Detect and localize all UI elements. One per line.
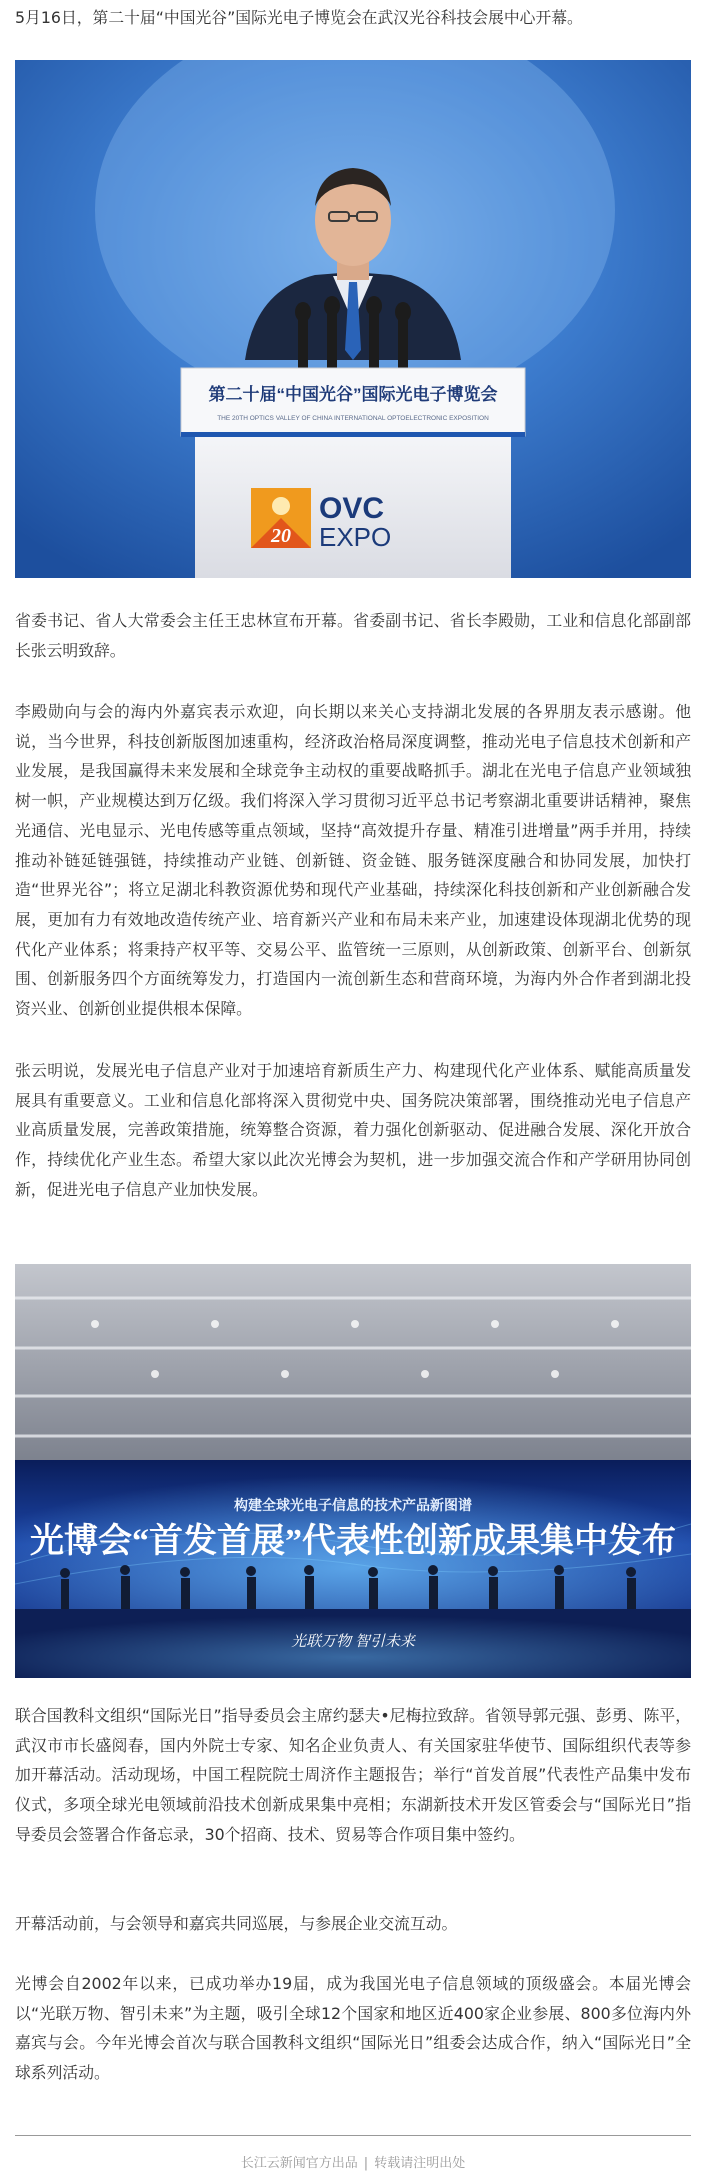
paragraph-tour: 开幕活动前，与会领导和嘉宾共同巡展，与参展企业交流互动。 — [15, 1914, 458, 1933]
ceremony-photo — [15, 1264, 691, 1678]
ovc-expo-logo — [251, 488, 391, 552]
banner-english-title: THE 20TH OPTICS VALLEY OF CHINA INTERNATIONAL OPTOELECTRONIC EXPOSITION — [217, 415, 489, 422]
screen-subtitle: 构建全球光电子信息的技术产品新图谱 — [234, 1499, 472, 1514]
footer-divider — [15, 2135, 691, 2136]
paragraph-zhang-yunming: 张云明说，发展光电子信息产业对于加速培育新质生产力、构建现代化产业体系、赋能高质量发展具有重要意义。工业和信息化部将深入贯彻党中央、国务院决策部署，围绕推动光电子信息产业高质量发展，完善政策措施，统筹整合资源，着力强化创新驱动、促进融合发展、深化开放合作，持续优化产业生态。希望大家以此次光博会为契机，进一步加强交流合作和产学研用协同创新，促进光电子信息产业加快发展。 — [15, 1061, 691, 1199]
intro-paragraph: 5月16日，第二十届“中国光谷”国际光电子博览会在武汉光谷科技会展中心开幕。 — [15, 8, 583, 27]
paragraph-li-dianxun: 李殿勋向与会的海内外嘉宾表示欢迎，向长期以来关心支持湖北发展的各界朋友表示感谢。他说，当今世界，科技创新版图加速重构，经济政治格局深度调整，推动光电子信息技术创新和产业发展，是我国赢得未来发展和全球竞争主动权的重要战略抓手。湖北在光电子信息产业领域独树一帜，产业规模达到万亿级。我们将深入学习贯彻习近平总书记考察湖北重要讲话精神，聚焦光通信、光电显示、光电传感等重点领域，坚持“高效提升存量、精准引进增量”两手并用，持续推动补链延链强链，持续推动产业链、创新链、资金链、服务链深度融合和协同发展，加快打造“世界光谷”；将立足湖北科教资源优势和现代产业基础，持续深化科技创新和产业创新融合发展，更加有力有效地改造传统产业、培育新兴产业和布局未来产业，加速建设体现湖北优势的现代化产业体系；将秉持产权平等、交易公平、监管统一三原则，从创新政策、创新平台、创新氛围、创新服务四个方面统筹发力，打造国内一流创新生态和营商环境，为海内外合作者到湖北投资兴业、创新创业提供根本保障。 — [15, 702, 691, 1019]
stage-slogan: 光联万物 智引未来 — [291, 1634, 415, 1650]
paragraph-opening: 省委书记、省人大常委会主任王忠林宣布开幕。省委副书记、省长李殿勋，工业和信息化部副部长张云明致辞。 — [15, 611, 691, 660]
screen-title: 光博会“首发首展”代表性创新成果集中发布 — [30, 1523, 676, 1560]
logo-text-bottom: EXPO — [319, 522, 392, 552]
speaker-photo — [15, 60, 691, 578]
logo-number: 20 — [271, 525, 291, 547]
banner-chinese-title: 第二十届“中国光谷”国际光电子博览会 — [208, 385, 498, 404]
paragraph-ceremony: 联合国教科文组织“国际光日”指导委员会主席约瑟夫•尼梅拉致辞。省领导郭元强、彭勇、陈平，武汉市市长盛阅春，国内外院士专家、知名企业负责人、有关国家驻华使节、国际组织代表等参加开幕活动。活动现场，中国工程院院士周济作主题报告；举行“首发首展”代表性产品集中发布仪式，多项全球光电领域前沿技术创新成果集中亮相；东湖新技术开发区管委会与“国际光日”指导委员会签署合作备忘录，30个招商、技术、贸易等合作项目集中签约。 — [15, 1706, 691, 1844]
paragraph-history: 光博会自2002年以来，已成功举办19届，成为我国光电子信息领域的顶级盛会。本届光博会以“光联万物、智引未来”为主题，吸引全球12个国家和地区近400家企业参展、800多位海内外嘉宾与会。今年光博会首次与联合国教科文组织“国际光日”组委会达成合作，纳入“国际光日”全球系列活动。 — [15, 1974, 691, 2083]
logo-text-top: OVC — [319, 492, 385, 525]
footer-separator: | — [363, 2156, 369, 2171]
footer — [0, 2152, 706, 2171]
footer-notice: 转载请注明出处 — [374, 2156, 466, 2171]
footer-source: 长江云新闻官方出品 — [240, 2156, 358, 2171]
